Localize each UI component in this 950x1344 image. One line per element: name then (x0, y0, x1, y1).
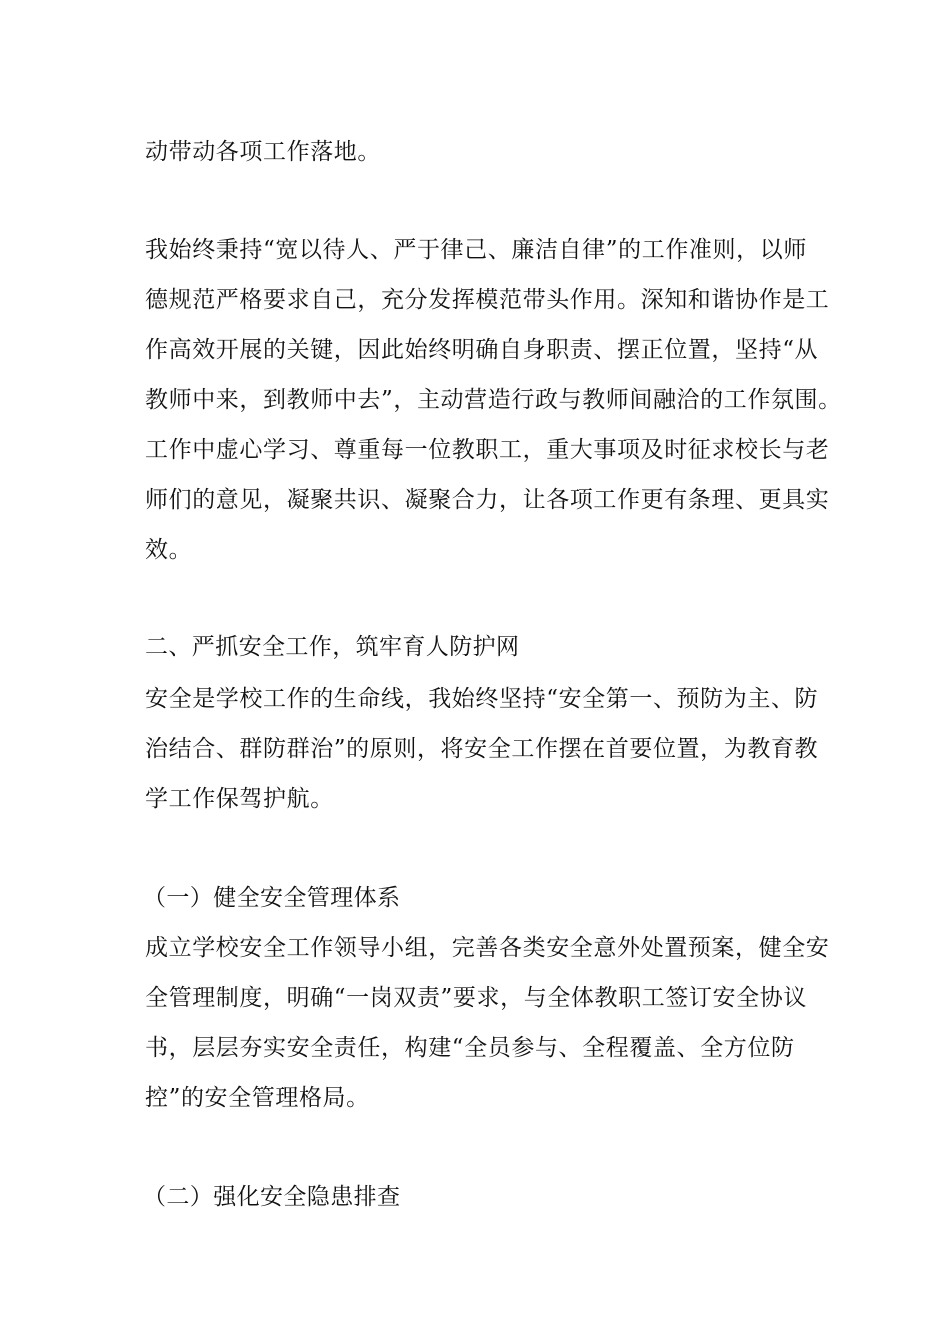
paragraph-line: 控”的安全管理格局。 (145, 1085, 370, 1111)
paragraph-line: 德规范严格要求自己，充分发挥模范带头作用。深知和谐协作是工 (145, 287, 830, 313)
paragraph-line: 学工作保驾护航。 (145, 786, 334, 812)
paragraph-line: 动带动各项工作落地。 (145, 139, 381, 165)
section-heading: 二、严抓安全工作，筑牢育人防护网 (145, 634, 520, 660)
paragraph-line: 效。 (145, 537, 193, 563)
paragraph-line: 我始终秉持“宽以待人、严于律己、廉洁自律”的工作准则，以师 (145, 237, 807, 263)
subsection-heading: （二）强化安全隐患排查 (143, 1184, 401, 1210)
paragraph-line: 成立学校安全工作领导小组，完善各类安全意外处置预案，健全安 (145, 935, 830, 961)
paragraph-line: 书，层层夯实安全责任，构建“全员参与、全程覆盖、全方位防 (145, 1035, 795, 1061)
paragraph-line: 作高效开展的关键，因此始终明确自身职责、摆正位置，坚持“从 (145, 337, 819, 363)
paragraph-line: 安全是学校工作的生命线，我始终坚持“安全第一、预防为主、防 (145, 686, 819, 712)
paragraph-line: 治结合、群防群治”的原则，将安全工作摆在首要位置，为教育教 (145, 736, 819, 762)
subsection-heading: （一）健全安全管理体系 (143, 885, 401, 911)
paragraph-line: 教师中来，到教师中去”，主动营造行政与教师间融洽的工作氛围。 (145, 387, 842, 413)
paragraph-line: 工作中虚心学习、尊重每一位教职工，重大事项及时征求校长与老 (145, 437, 830, 463)
paragraph-line: 师们的意见，凝聚共识、凝聚合力，让各项工作更有条理、更具实 (145, 487, 830, 513)
paragraph-line: 全管理制度，明确“一岗双责”要求，与全体教职工签订安全协议 (145, 985, 807, 1011)
